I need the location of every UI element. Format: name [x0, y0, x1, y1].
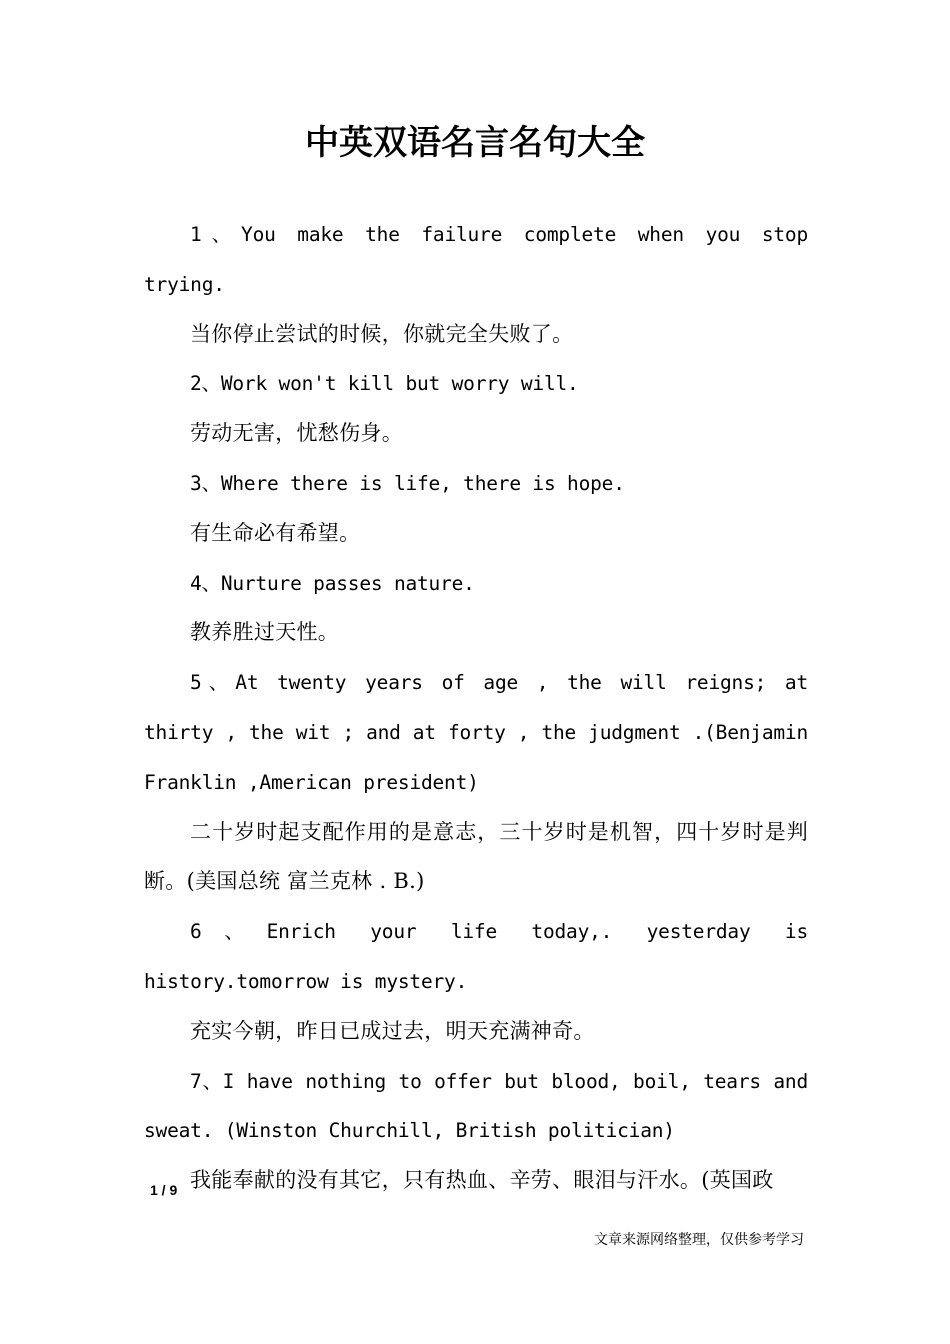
paragraph-quote-2-en: 2、Work won't kill but worry will.	[190, 372, 579, 396]
document-title: 中英双语名言名句大全	[305, 123, 645, 163]
paragraph-quote-6-en: 6、Enrich your life today,. yesterday is history.tomorrow is mystery.	[144, 920, 808, 993]
paragraph-quote-5-cn: 二十岁时起支配作用的是意志，三十岁时是机智，四十岁时是判断。(美国总统 富兰克林 . B.)	[144, 819, 808, 894]
paragraph-quote-6-cn: 充实今朝，昨日已成过去，明天充满神奇。	[190, 1018, 595, 1043]
paragraph-quote-7-en: 7、I have nothing to offer but blood, boil, tears and sweat. (Winston Churchill, British politician)	[144, 1069, 808, 1143]
paragraph-quote-3-cn: 有生命必有希望。	[190, 520, 361, 545]
paragraph-quote-4-en: 4、Nurture passes nature.	[190, 571, 475, 595]
paragraph-quote-1-en: 1、You make the failure complete when you stop trying.	[144, 223, 808, 296]
footer-note: 文章来源网络整理，仅供参考学习	[594, 1232, 804, 1248]
paragraph-quote-1-cn: 当你停止尝试的时候，你就完全失败了。	[190, 321, 574, 346]
paragraph-quote-2-cn: 劳动无害，忧愁伤身。	[190, 421, 403, 446]
page-number: 1 / 9	[150, 1182, 178, 1198]
document-body	[144, 210, 808, 1206]
paragraph-quote-5-en: 5、At twenty years of age , the will reigns; at thirty , the wit ; and at forty , the judgment .(Benjamin Franklin ,American president)	[144, 671, 808, 794]
paragraph-quote-4-cn: 教养胜过天性。	[190, 620, 340, 645]
paragraph-quote-3-en: 3、Where there is life, there is hope.	[190, 471, 625, 495]
paragraph-quote-7-cn: 我能奉献的没有其它，只有热血、辛劳、眼泪与汗水。(英国政	[190, 1168, 774, 1193]
